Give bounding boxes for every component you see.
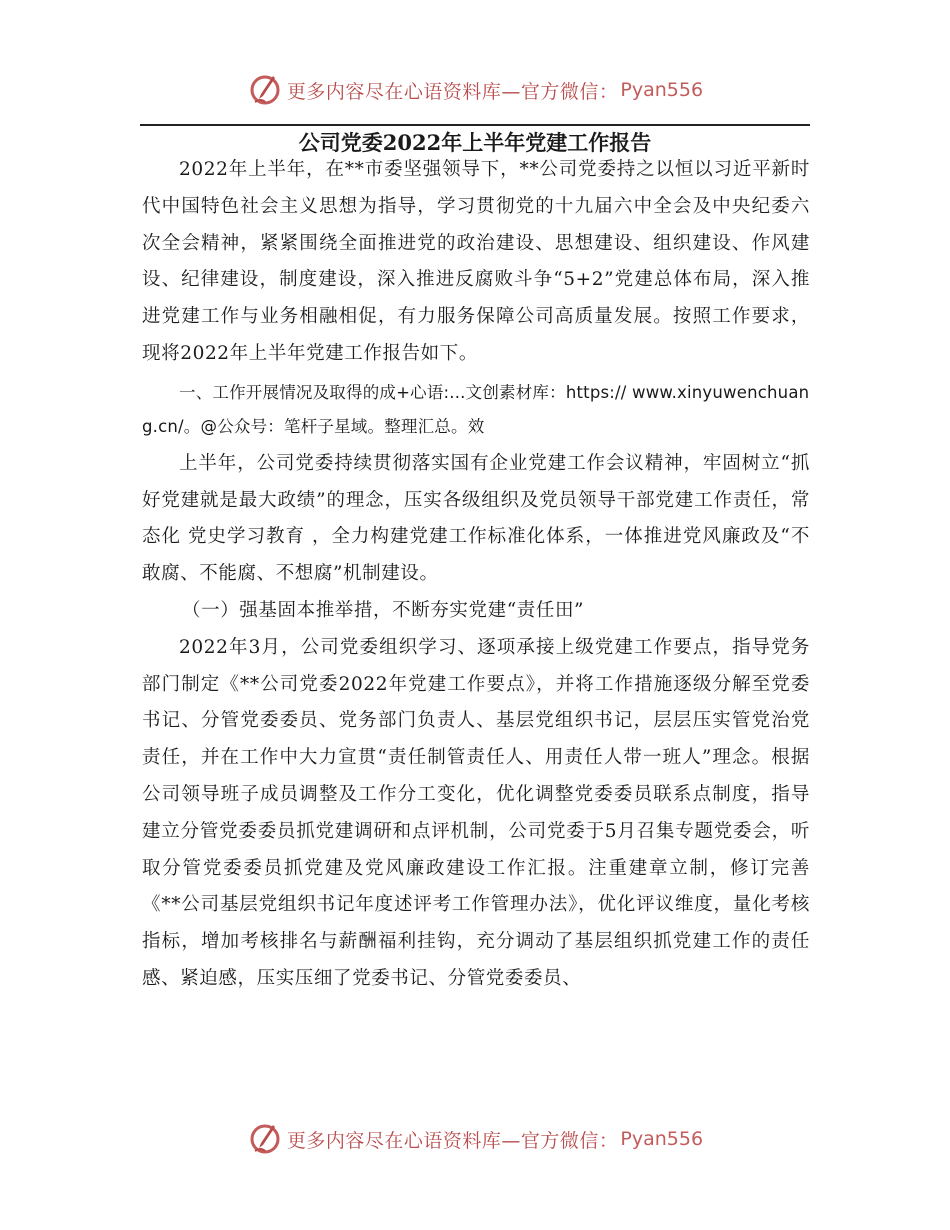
intro-paragraph: 2022年上半年，在**市委坚强领导下，**公司党委持之以恒以习近平新时代中国特色社会主义思想为指导，学习贯彻党的十九届六中全会及中央纪委六次全会精神，紧紧围绕全面推进党的政治建设、思想建设、组织建设、作风建设、纪律建设，制度建设，深入推进反腐败斗争“5+2”党建总体布局，深入推进党建工作与业务相融相促，有力服务保障公司高质量发展。按照工作要求，现将2022年上半年党建工作报告如下。 [142, 159, 810, 364]
subsection-1-body: 2022年3月，公司党委组织学习、逐项承接上级党建工作要点，指导党务部门制定《**公司党委2022年党建工作要点》，并将工作措施逐级分解至党委书记、分管党委委员、党务部门负责人、基层党组织书记，层层压实管党治党责任，并在工作中大力宣贯“责任制管责任人、用责任人带一班人”理念。根据公司领导班子成员调整及工作分工变化，优化调整党委委员联系点制度，指导建立分管党委委员抓党建调研和点评机制，公司党委于5月召集专题党委会，听取分管党委委员抓党建及党风廉政建设工作汇报。注重建章立制，修订完善《**公司基层党组织书记年度述评考工作管理办法》，优化评议维度，量化考核指标，增加考核排名与薪酬福利挂钩，充分调动了基层组织抓党建工作的责任感、紧迫感，压实压细了党委书记、分管党委委员、 [142, 636, 810, 989]
footer-watermark-banner [0, 1117, 950, 1161]
header-banner-brand: Pyan556 [620, 79, 704, 101]
document-body [142, 152, 810, 998]
footer-banner-text: 更多内容尽在心语资料库—官方微信： [286, 1129, 619, 1152]
section-1-intro-paragraph: 上半年，公司党委持续贯彻落实国有企业党建工作会议精神，牢固树立“抓好党建就是最大政绩”的理念，压实各级组织及党员领导干部党建工作责任，常态化 党史学习教育 ，全力构建党建工作标准化体系，一体推进党风廉政及“不敢腐、不能腐、不想腐”机制建设。 [142, 452, 810, 585]
subsection-1-heading: （一）强基固本推举措，不断夯实党建“责任田” [182, 599, 585, 621]
section-1-heading: 一、工作开展情况及取得的成+心语:...文创素材库：https:// www.xinyuwenchuang.cn/。@公众号：笔杆子星域。整理汇总。效 [142, 382, 810, 436]
header-banner-text: 更多内容尽在心语资料库—官方微信： [286, 80, 619, 103]
quill-logo-icon [247, 72, 283, 108]
header-watermark-banner [0, 68, 950, 112]
document-title: 公司党委2022年上半年党建工作报告 [298, 130, 652, 155]
quill-logo-icon [247, 1121, 283, 1157]
footer-banner-brand: Pyan556 [620, 1128, 704, 1150]
